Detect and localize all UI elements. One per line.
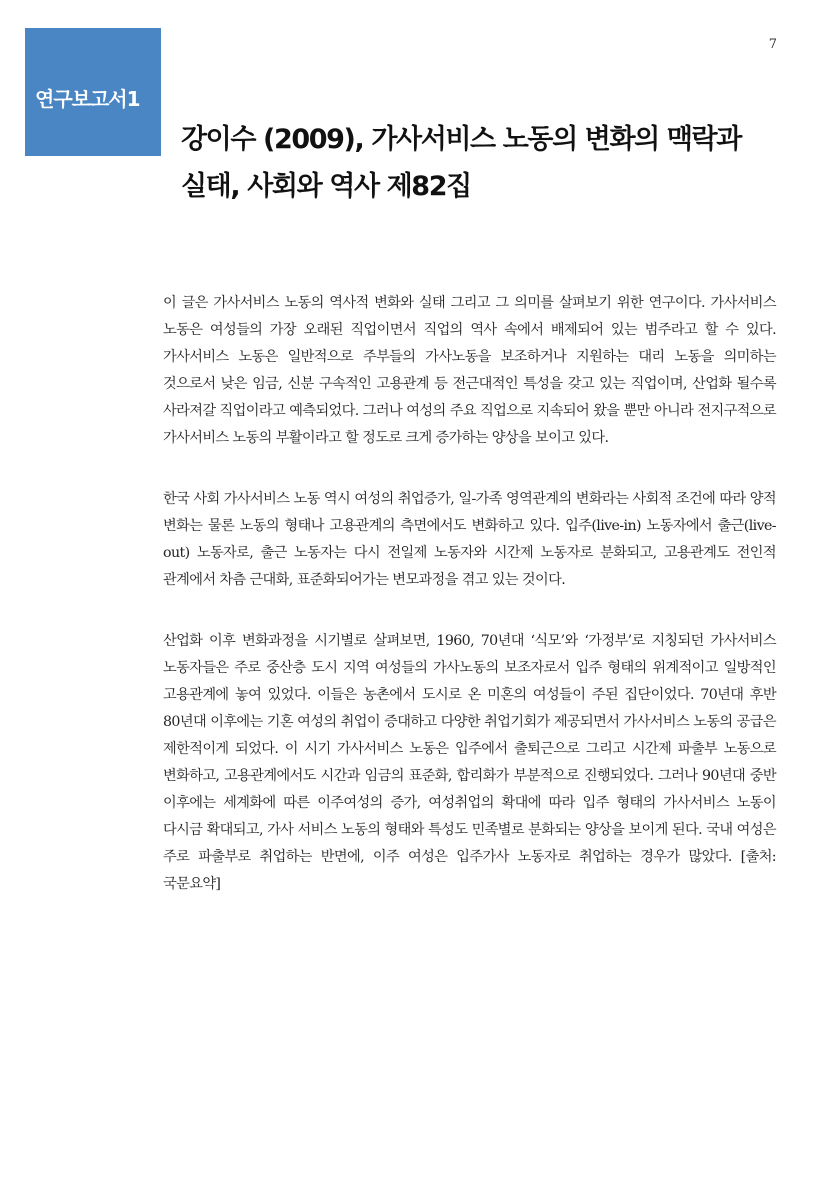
abstract-paragraph: 한국 사회 가사서비스 노동 역시 여성의 취업증가, 일-가족 영역관계의 변화라는 사회적 조건에 따라 양적 변화는 물론 노동의 형태나 고용관계의 측면에서도 변화하고 있다. 입주(live-in) 노동자에서 출근(live-out) 노동자로, 출근 노동자는 다시 전일제 노동자와 시간제 노동자로 분화되고, 고용관계도 전인적 관계에서 차츰 근대화, 표준화되어가는 변모과정을 겪고 있는 것이다. (163, 491, 776, 588)
abstract-paragraph: 이 글은 가사서비스 노동의 역사적 변화와 실태 그리고 그 의미를 살펴보기 위한 연구이다. 가사서비스 노동은 여성들의 가장 오래된 직업이면서 직업의 역사 속에서 배제되어 있는 범주라고 할 수 있다. 가사서비스 노동은 일반적으로 주부들의 가사노동을 보조하거나 지원하는 대리 노동을 의미하는 것으로서 낮은 임금, 신분 구속적인 고용관계 등 전근대적인 특성을 갖고 있는 직업이며, 산업화 될수록 사라져갈 직업이라고 예측되었다. 그러나 여성의 주요 직업으로 지속되어 왔을 뿐만 아니라 전지구적으로 가사서비스 노동의 부활이라고 할 정도로 크게 증가하는 양상을 보이고 있다. (163, 295, 776, 446)
badge-label: 연구보고서1 (35, 87, 140, 111)
page-number: 7 (768, 37, 777, 52)
report-badge (25, 28, 161, 156)
document-body (163, 290, 776, 932)
document-title: 강이수 (2009), 가사서비스 노동의 변화의 맥락과 실태, 사회와 역사 제82집 (181, 124, 741, 202)
abstract-paragraph: 산업화 이후 변화과정을 시기별로 살펴보면, 1960, 70년대 ‘식모’와 ‘가정부’로 지칭되던 가사서비스 노동자들은 주로 중산층 도시 지역 여성들의 가사노동의 보조자로서 입주 형태의 위계적이고 일방적인 고용관계에 놓여 있었다. 이들은 농촌에서 도시로 온 미혼의 여성들이 주된 집단이었다. 70년대 후반 80년대 이후에는 기혼 여성의 취업이 증대하고 다양한 취업기회가 제공되면서 가사서비스 노동의 공급은 제한적이게 되었다. 이 시기 가사서비스 노동은 입주에서 출퇴근으로 그리고 시간제 파출부 노동으로 변화하고, 고용관계에서도 시간과 임금의 표준화, 합리화가 부분적으로 진행되었다. 그러나 90년대 중반 이후에는 세계화에 따른 이주여성의 증가, 여성취업의 확대에 따라 입주 형태의 가사서비스 노동이 다시금 확대되고, 가사 서비스 노동의 형태와 특성도 민족별로 분화되는 양상을 보이게 된다. 국내 여성은 주로 파출부로 취업하는 반면에, 이주 여성은 입주가사 노동자로 취업하는 경우가 많았다. [출처: 국문요약] (163, 633, 776, 892)
